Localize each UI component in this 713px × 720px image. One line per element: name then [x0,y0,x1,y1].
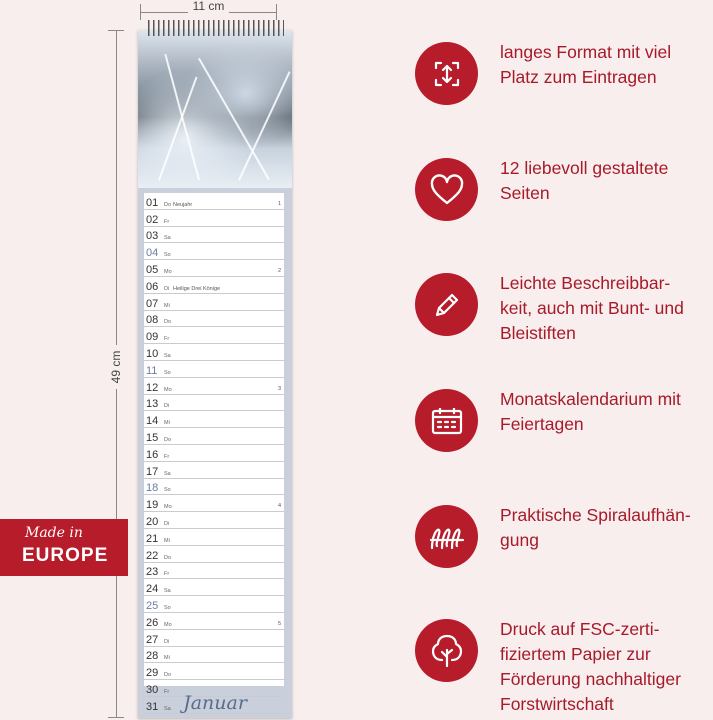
day-number: 05 [146,263,159,276]
height-dimension [108,30,124,718]
day-of-week: Fr [164,571,170,578]
day-of-week: Do [164,554,172,561]
day-of-week: Mo [164,386,172,393]
day-row [144,663,284,680]
day-of-week: Mi [164,302,170,309]
day-row [144,378,284,395]
day-number: 22 [146,549,159,562]
day-of-week: Di [164,403,170,410]
tree-icon [415,619,478,682]
feature-line: Platz zum Eintragen [500,67,657,87]
pencil-icon [415,273,478,336]
feature-line: Feiertagen [500,414,584,434]
day-number: 15 [146,431,159,444]
feature-pages [415,158,713,238]
day-of-week: Mi [164,655,170,662]
frost-branch [164,54,200,180]
day-row [144,630,284,647]
day-of-week: So [164,604,171,611]
day-row [144,596,284,613]
day-of-week: Sa [164,705,171,712]
day-number: 20 [146,515,159,528]
day-of-week: Di [164,638,170,645]
day-of-week: So [164,487,171,494]
day-number: 10 [146,347,159,360]
week-number: 5 [277,620,281,627]
day-row [144,193,284,210]
feature-line: keit, auch mit Bunt- und [500,298,684,318]
day-row [144,546,284,563]
day-row [144,529,284,546]
day-number: 16 [146,448,159,461]
day-row [144,260,284,277]
month-name: Januar [183,692,247,714]
feature-line: Förderung nachhaltiger [500,669,681,689]
day-row [144,277,284,294]
feature-line: Seiten [500,183,550,203]
feature-line: fiziertem Papier zur [500,644,651,664]
day-of-week: Do [164,319,172,326]
day-number: 27 [146,633,159,646]
feature-text [500,40,713,90]
feature-line: Leichte Beschreibbar- [500,273,671,293]
day-row [144,579,284,596]
width-label-wrap [140,0,277,13]
feature-fsc [415,619,713,714]
calendar-icon [415,389,478,452]
day-number: 11 [146,364,158,377]
day-row [144,294,284,311]
day-row [144,563,284,580]
long-format-icon [415,42,478,105]
made-in-europe-badge [0,519,128,576]
day-of-week: Sa [164,235,171,242]
frost-branch [198,58,270,180]
day-row [144,327,284,344]
feature-line: 12 liebevoll gestaltete [500,158,669,178]
week-number: 3 [277,385,281,392]
day-row [144,445,284,462]
day-number: 30 [146,683,159,696]
feature-spiral [415,505,713,585]
day-number: 26 [146,616,159,629]
day-number: 19 [146,499,159,512]
day-of-week: Do [164,672,172,679]
day-number: 23 [146,566,159,579]
feature-writeable [415,273,713,353]
week-number: 1 [277,200,281,207]
frost-branch [158,77,198,181]
day-number: 29 [146,667,159,680]
height-tick-top [108,30,124,31]
day-number: 13 [146,398,159,411]
feature-line: Forstwirtschaft [500,694,614,714]
day-number: 08 [146,314,159,327]
day-number: 07 [146,297,159,310]
day-of-week: Sa [164,588,171,595]
day-of-week: So [164,369,171,376]
day-number: 28 [146,650,159,663]
feature-text [500,617,713,717]
day-number: 18 [146,482,159,495]
spiral-icon [415,505,478,568]
day-of-week: Mo [164,621,172,628]
made-in-text: Made in [25,525,83,541]
day-of-week: Mi [164,537,170,544]
day-number: 03 [146,230,159,243]
feature-line: Praktische Spiralaufhän- [500,505,691,525]
day-of-week: Do [164,436,172,443]
day-of-week: Fr [164,453,170,460]
day-of-week: Fr [164,336,170,343]
europe-text: EUROPE [22,545,109,566]
day-row [144,512,284,529]
heart-icon [415,158,478,221]
holiday-label: Neujahr [173,201,193,208]
feature-line: Bleistiften [500,323,576,343]
day-row [144,227,284,244]
feature-line: Monatskalendarium mit [500,389,681,409]
day-of-week: Do [164,201,172,208]
feature-line: Druck auf FSC-zerti- [500,619,660,639]
day-number: 06 [146,280,159,293]
holiday-label: Heilige Drei Könige [173,285,221,292]
day-row [144,344,284,361]
width-dimension [140,0,277,20]
day-number: 04 [146,247,159,260]
day-row [144,243,284,260]
feature-long-format [415,42,713,122]
day-row [144,495,284,512]
spiral-binding [146,20,284,36]
day-row [144,462,284,479]
day-row [144,647,284,664]
feature-line: gung [500,530,539,550]
day-of-week: Mo [164,268,172,275]
day-of-week: Fr [164,218,170,225]
feature-text [500,156,713,206]
day-row [144,395,284,412]
day-row [144,613,284,630]
day-row [144,479,284,496]
feature-text [500,503,713,553]
day-number: 01 [146,196,159,209]
height-tick-bottom [108,717,124,718]
day-of-week: Sa [164,352,171,359]
winter-photo [138,30,292,188]
week-number: 2 [277,267,281,274]
day-number: 02 [146,213,159,226]
day-of-week: Mo [164,504,172,511]
day-of-week: So [164,252,171,259]
day-of-week: Mi [164,420,170,427]
day-number: 31 [146,700,159,713]
day-of-week: Di [164,285,170,292]
feature-text [500,271,713,346]
feature-line: langes Format mit viel [500,42,672,62]
day-of-week: Sa [164,470,171,477]
day-row [144,411,284,428]
frost-branch [238,71,291,181]
day-row [144,210,284,227]
feature-text [500,387,713,437]
week-number: 4 [277,503,281,510]
day-number: 25 [146,599,159,612]
day-number: 17 [146,465,159,478]
day-number: 09 [146,331,159,344]
feature-calendarium [415,389,713,469]
width-label: 11 cm [188,0,230,13]
day-number: 21 [146,532,159,545]
day-number: 14 [146,415,159,428]
day-of-week: Di [164,520,170,527]
day-of-week: Fr [164,688,170,695]
wall-calendar [138,30,292,718]
day-row [144,311,284,328]
day-row [144,428,284,445]
day-row [144,361,284,378]
height-label: 49 cm [109,345,123,389]
day-number: 12 [146,381,159,394]
day-number: 24 [146,583,159,596]
